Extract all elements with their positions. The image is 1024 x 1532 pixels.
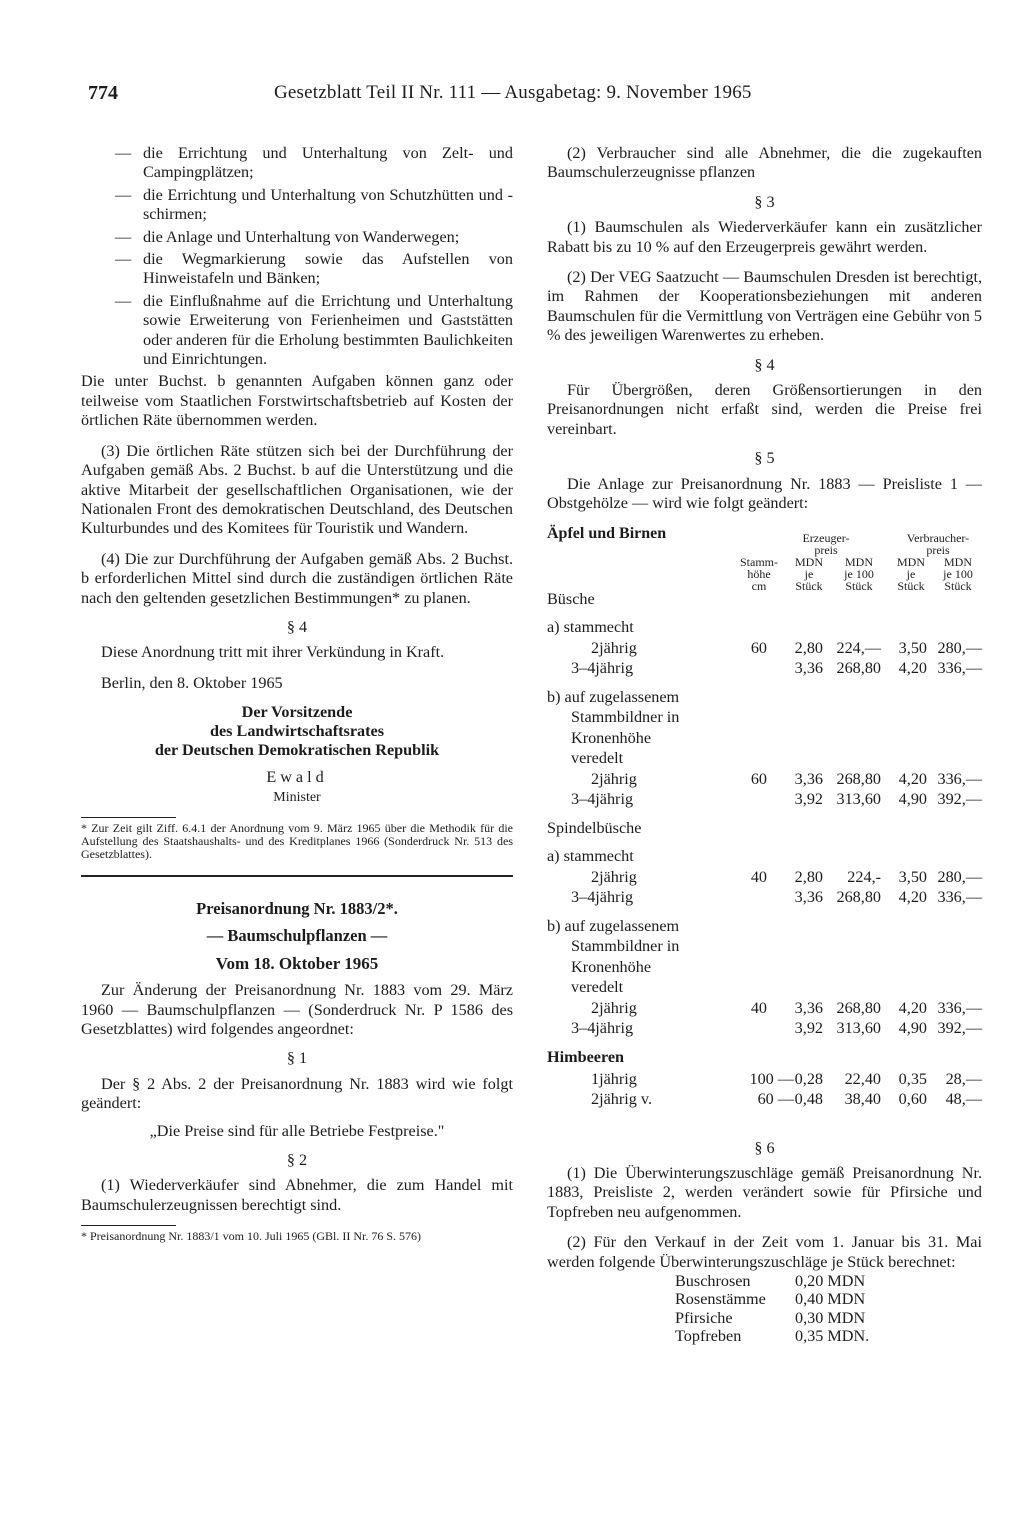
section-heading: § 3 xyxy=(754,192,775,211)
table-row: Himbeeren xyxy=(547,1047,625,1066)
footnote-rule xyxy=(81,817,176,818)
table-row: Spindelbüsche xyxy=(547,818,642,837)
col-header-stueck: Stück xyxy=(897,578,925,593)
col-header-hoehe: höhe xyxy=(747,566,771,581)
col-header-erzeuger-preis: preis xyxy=(814,542,838,557)
col-header-stamm: Stamm- xyxy=(740,554,778,569)
section-heading: § 1 xyxy=(286,1049,308,1068)
signature-block: Der Vorsitzende des Landwirtschaftsrates der Deutschen Demokratischen Republik xyxy=(154,703,440,760)
col-header-mdn: MDN xyxy=(943,554,972,569)
quoted-text: „Die Preise sind für alle Betriebe Festpreise." xyxy=(149,1121,445,1140)
section-heading: § 5 xyxy=(754,449,775,468)
section-5-text: Die Anlage zur Preisanordnung Nr. 1883 — Preisliste 1 — Obstgehölze — wird wie folgt geändert: xyxy=(547,474,982,513)
table-row: 2jährig v. 60 — 0,48 38,40 0,60 48,— xyxy=(591,1090,982,1108)
table-row: b) auf zugelassenem xyxy=(547,916,680,935)
list-item: — die Anlage und Unterhaltung von Wanderwegen; xyxy=(115,227,460,246)
paragraph-3: (3) Die örtlichen Räte stützen sich bei der Durchführung der Aufgaben gemäß Abs. 2 Buchst. b auf die Unterstützung und die aktive Mitarbeit der gesellschaftlichen Organisationen, wie der Nationalen Front des demokratischen Deutschland, des Deutschen Kulturbundes und des Komitees für Touristik und Wandern. xyxy=(81,441,513,538)
table-row: a) stammecht xyxy=(547,847,634,865)
section-heading: § 2 xyxy=(286,1151,308,1170)
col-header-stueck: Stück xyxy=(795,578,823,593)
table-row: b) auf zugelassenem xyxy=(547,687,680,706)
table-row: 3–4jährig 3,92 313,60 4,90 392,— xyxy=(571,790,982,808)
list-item: Buschrosen 0,20 MDN xyxy=(675,1271,866,1290)
col-header-stueck: Stück xyxy=(944,578,972,593)
table-row: 3–4jährig 3,92 313,60 4,90 392,— xyxy=(571,1019,982,1037)
table-row: 3–4jährig 3,36 268,80 4,20 336,— xyxy=(571,888,982,906)
section-6-para-2: (2) Für den Verkauf in der Zeit vom 1. Januar bis 31. Mai werden folgende Überwinterungszuschläge je Stück berechnet: xyxy=(547,1233,982,1271)
col-header-je: je xyxy=(906,566,916,581)
col-header-erzeuger: Erzeuger- xyxy=(802,530,850,545)
list-item: Topfreben 0,35 MDN. xyxy=(675,1327,870,1346)
surcharge-list xyxy=(675,1272,982,1346)
section-1-text: Der § 2 Abs. 2 der Preisanordnung Nr. 1883 wird wie folgt geändert: xyxy=(81,1074,513,1113)
table-row: a) stammecht xyxy=(547,618,634,636)
left-column xyxy=(81,144,513,1243)
price-table xyxy=(547,520,982,1111)
list-item: — die Einflußnahme auf die Errichtung und Unterhaltung sowie Erweiterung von Ferienheimen und Gaststätten oder anderen für die Erholung bestimmten Baulichkeiten und Einrichtungen. xyxy=(115,291,513,369)
paragraph-b: Die unter Buchst. b genannten Aufgaben können ganz oder teilweise vom Staatlichen Forstwirtschaftsbetrieb auf Kosten der örtlichen Räte übernommen werden. xyxy=(81,372,513,430)
footnote: * Preisanordnung Nr. 1883/1 vom 10. Juli 1965 (GBl. II Nr. 76 S. 576) xyxy=(81,1229,421,1244)
table-row: 2jährig 60 3,36 268,80 4,20 336,— xyxy=(591,769,982,788)
col-header-je100: je 100 xyxy=(844,566,874,581)
table-row: Büsche xyxy=(547,589,595,608)
section-heading: § 4 xyxy=(286,617,308,636)
section-3-para-2: (2) Der VEG Saatzucht — Baumschulen Dresden ist berechtigt, im Rahmen der Kooperationsbeziehungen mit anderen Baumschulen für die Vermittlung von Verträgen eine Gebühr von 5 % des jeweiligen Warenwertes zu erheben. xyxy=(547,268,983,345)
section-heading: § 4 xyxy=(754,355,775,374)
footnote-rule xyxy=(81,1225,176,1226)
table-row: 1jährig 100 — 0,28 22,40 0,35 28,— xyxy=(591,1069,982,1088)
table-row: Stammbildner in xyxy=(571,937,680,955)
right-column xyxy=(547,144,982,1346)
table-header xyxy=(547,520,982,593)
col-header-verbraucher-preis: preis xyxy=(926,542,950,557)
table-row: 2jährig 40 2,80 224,- 3,50 280,— xyxy=(591,867,982,886)
list-item: Rosenstämme 0,40 MDN xyxy=(675,1290,866,1309)
list-item: — die Wegmarkierung sowie das Aufstellen von Hinweistafeln und Bänken; xyxy=(115,250,513,288)
col-header-mdn: MDN xyxy=(794,554,823,569)
ordinance-intro: Zur Änderung der Preisanordnung Nr. 1883 vom 29. März 1960 — Baumschulpflanzen — (Sonderdruck Nr. P 1586 des Gesetzblattes) wird folgendes angeordnet: xyxy=(81,981,513,1038)
footnote: * Zur Zeit gilt Ziff. 6.4.1 der Anordnung vom 9. März 1965 über die Methodik für die Aufstellung des Staatshaushalts- und des Kreditplanes 1966 (Sonderdruck Nr. 513 des Gesetzblattes). xyxy=(81,820,513,861)
col-header-mdn: MDN xyxy=(844,554,873,569)
table-row: 3–4jährig 3,36 268,80 4,20 336,— xyxy=(571,659,982,677)
section-heading: § 6 xyxy=(754,1138,775,1157)
table-row: veredelt xyxy=(571,978,624,996)
section-6-para-1: (1) Die Überwinterungszuschläge gemäß Preisanordnung Nr. 1883, Preisliste 2, werden verändert sowie für Pfirsiche und Topfreben neu aufgenommen. xyxy=(547,1163,982,1221)
table-row: 2jährig 60 2,80 224,— 3,50 280,— xyxy=(591,638,982,657)
table-row: veredelt xyxy=(571,749,624,767)
place-date: Berlin, den 8. Oktober 1965 xyxy=(101,673,283,692)
ordinance-title: Preisanordnung Nr. 1883/2*. — Baumschulpflanzen — Vom 18. Oktober 1965 xyxy=(196,898,398,973)
list-item: Pfirsiche 0,30 MDN xyxy=(675,1308,866,1327)
section-4-text: Für Übergrößen, deren Größensortierungen in den Preisanordnungen nicht erfaßt sind, werden die Preise frei vereinbart. xyxy=(547,381,982,438)
paragraph-4: (4) Die zur Durchführung der Aufgaben gemäß Abs. 2 Buchst. b erforderlichen Mittel sind durch die zuständigen örtlichen Räte nach den geltenden gesetzlichen Bestimmungen* zu planen. xyxy=(81,549,513,607)
signatory-name: Ewald xyxy=(266,768,328,787)
list-item: — die Errichtung und Unterhaltung von Zelt- und Campingplätzen; xyxy=(115,144,513,182)
section-2-para-2: (2) Verbraucher sind alle Abnehmer, die die zugekauften Baumschulerzeugnisse pflanzen xyxy=(547,144,982,182)
page-header xyxy=(88,82,808,112)
signatory-role: Minister xyxy=(273,789,321,805)
col-header-cm: cm xyxy=(751,578,767,593)
gazette-title: Gesetzblatt Teil II Nr. 111 — Ausgabetag: 9. November 1965 xyxy=(274,82,752,103)
section-2-para-1: (1) Wiederverkäufer sind Abnehmer, die zum Handel mit Baumschulerzeugnissen berechtigt sind. xyxy=(81,1176,513,1214)
col-header-verbraucher: Verbraucher- xyxy=(906,530,970,545)
col-header-mdn: MDN xyxy=(896,554,925,569)
table-row: 2jährig 40 3,36 268,80 4,20 336,— xyxy=(591,998,982,1017)
col-header-je100: je 100 xyxy=(943,566,973,581)
page-number: 774 xyxy=(88,82,118,104)
list-item: — die Errichtung und Unterhaltung von Schutzhütten und -schirmen; xyxy=(115,185,513,224)
section-4-text: Diese Anordnung tritt mit ihrer Verkündung in Kraft. xyxy=(101,643,445,662)
section-divider xyxy=(81,875,513,877)
group-title: Äpfel und Birnen xyxy=(547,524,667,542)
table-row: Kronenhöhe xyxy=(571,728,652,747)
section-3-para-1: (1) Baumschulen als Wiederverkäufer kann ein zusätzlicher Rabatt bis zu 10 % auf den Erzeugerpreis gewährt werden. xyxy=(547,218,982,256)
table-row: Kronenhöhe xyxy=(571,957,652,976)
col-header-stueck: Stück xyxy=(845,578,873,593)
col-header-je: je xyxy=(804,566,814,581)
table-row: Stammbildner in xyxy=(571,708,680,726)
